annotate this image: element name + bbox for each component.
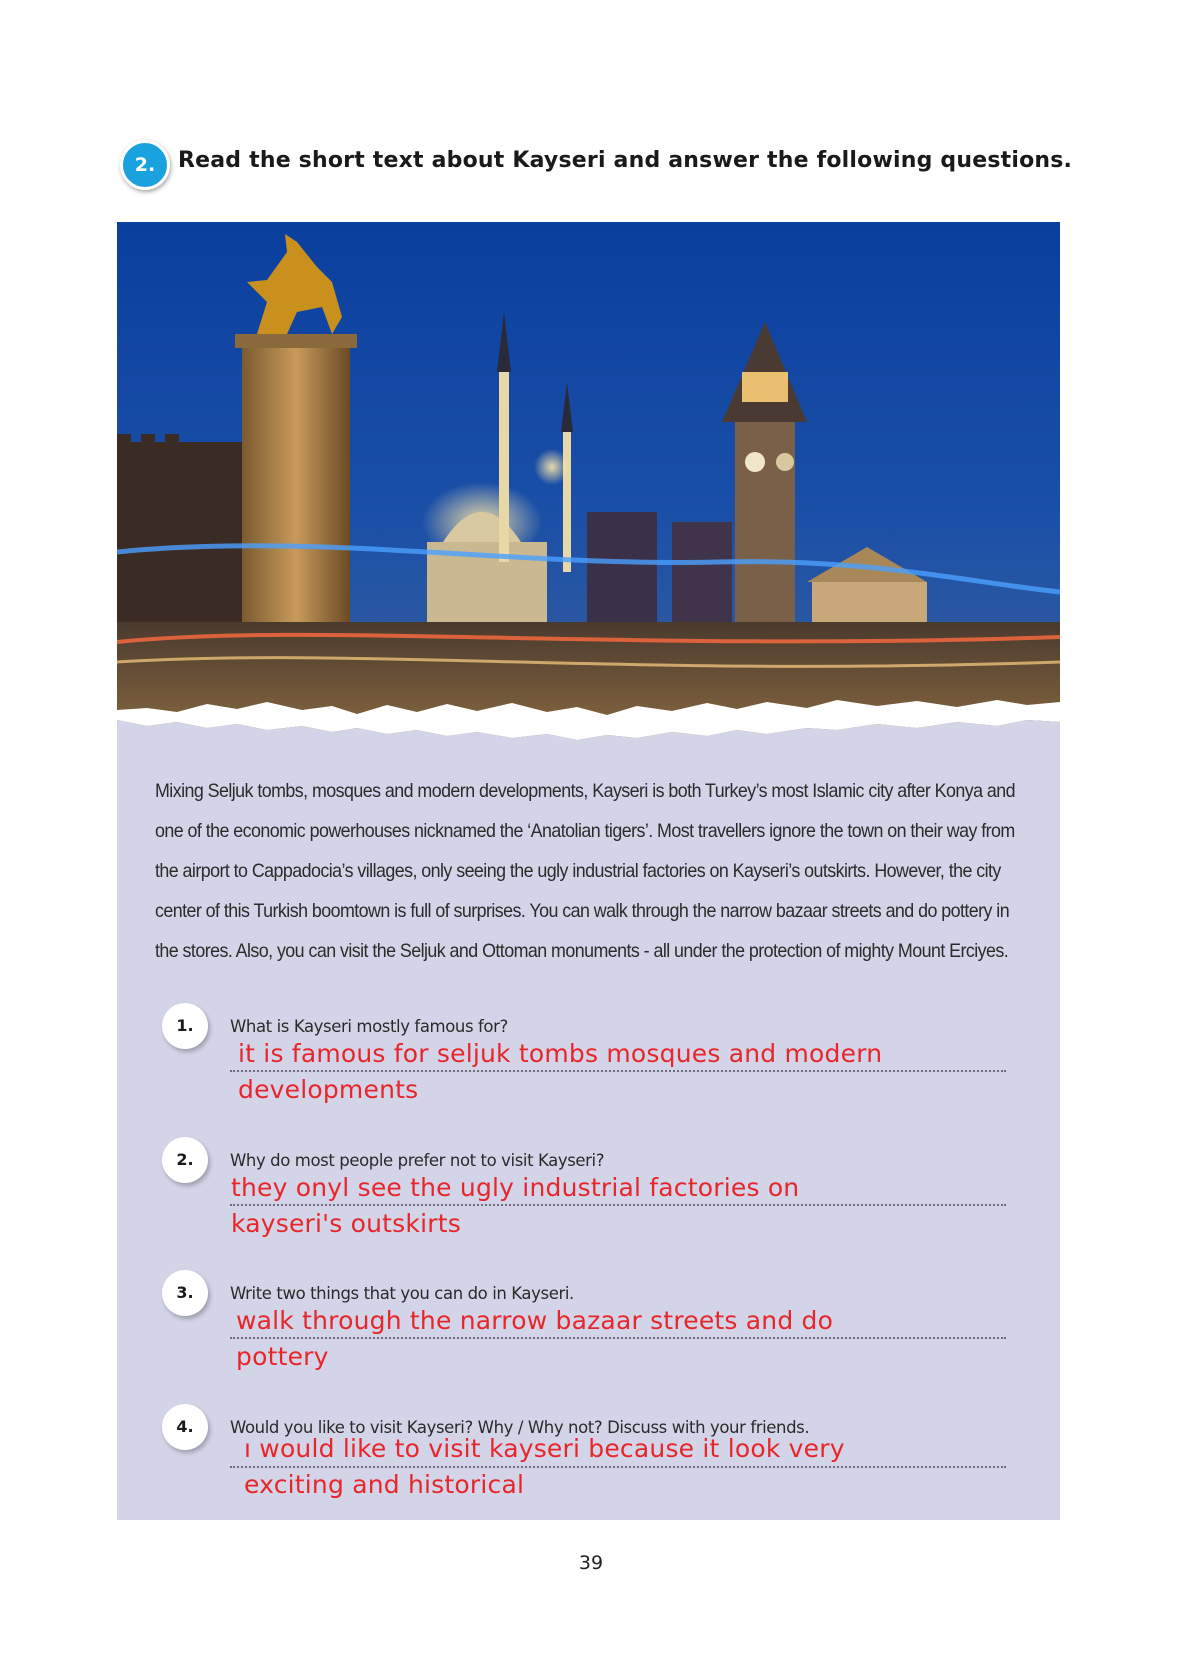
question-text: Would you like to visit Kayseri? Why / Why not? Discuss with your friends. [230, 1418, 810, 1437]
answer-line-2[interactable]: developments [238, 1075, 419, 1104]
answer-line-1[interactable]: they onyl see the ugly industrial factories on [231, 1173, 800, 1202]
question-1 [162, 1003, 1012, 1133]
answer-line-1[interactable]: walk through the narrow bazaar streets and do [236, 1306, 834, 1335]
answer-rule [230, 1466, 1006, 1468]
passage-line: one of the economic powerhouses nicknamed the ‘Anatolian tigers’. Most travellers ignore the town on their way from [155, 820, 1015, 842]
answer-line-2[interactable]: kayseri's outskirts [231, 1209, 461, 1238]
exercise-number-badge: 2. [120, 140, 170, 190]
question-text: Write two things that you can do in Kayseri. [230, 1284, 574, 1303]
passage-line: center of this Turkish boomtown is full of surprises. You can walk through the narrow bazaar streets and do pottery in [155, 900, 1010, 922]
question-number-badge: 1. [162, 1003, 208, 1049]
torn-paper-edge [117, 700, 1060, 780]
question-2 [162, 1137, 1012, 1267]
question-number-badge: 2. [162, 1137, 208, 1183]
question-text: What is Kayseri mostly famous for? [230, 1017, 508, 1036]
passage-line: Mixing Seljuk tombs, mosques and modern developments, Kayseri is both Turkey’s most Islamic city after Konya and [155, 780, 1015, 802]
reading-passage [155, 771, 1047, 971]
answer-line-1[interactable]: it is famous for seljuk tombs mosques and modern [238, 1039, 883, 1068]
page-number: 39 [578, 1552, 604, 1574]
kayseri-photo-illustration [117, 222, 1060, 742]
exercise-header [120, 136, 1080, 186]
question-text: Why do most people prefer not to visit Kayseri? [230, 1151, 605, 1170]
exercise-instruction: Read the short text about Kayseri and answer the following questions. [178, 148, 1073, 173]
question-3 [162, 1270, 1012, 1400]
question-4 [162, 1404, 1012, 1534]
answer-line-2[interactable]: pottery [236, 1342, 329, 1371]
passage-line: the airport to Cappadocia’s villages, only seeing the ugly industrial factories on Kayseri’s outskirts. However, the city [155, 860, 1001, 882]
kayseri-photo [117, 222, 1060, 742]
answer-line-2[interactable]: exciting and historical [244, 1470, 525, 1499]
question-number-badge: 4. [162, 1404, 208, 1450]
answer-rule [230, 1070, 1006, 1072]
answer-line-1[interactable]: ı would like to visit kayseri because it look very [244, 1434, 845, 1463]
question-number-badge: 3. [162, 1270, 208, 1316]
answer-rule [230, 1337, 1006, 1339]
passage-line: the stores. Also, you can visit the Seljuk and Ottoman monuments - all under the protection of mighty Mount Erciyes. [155, 940, 1009, 962]
answer-rule [230, 1204, 1006, 1206]
